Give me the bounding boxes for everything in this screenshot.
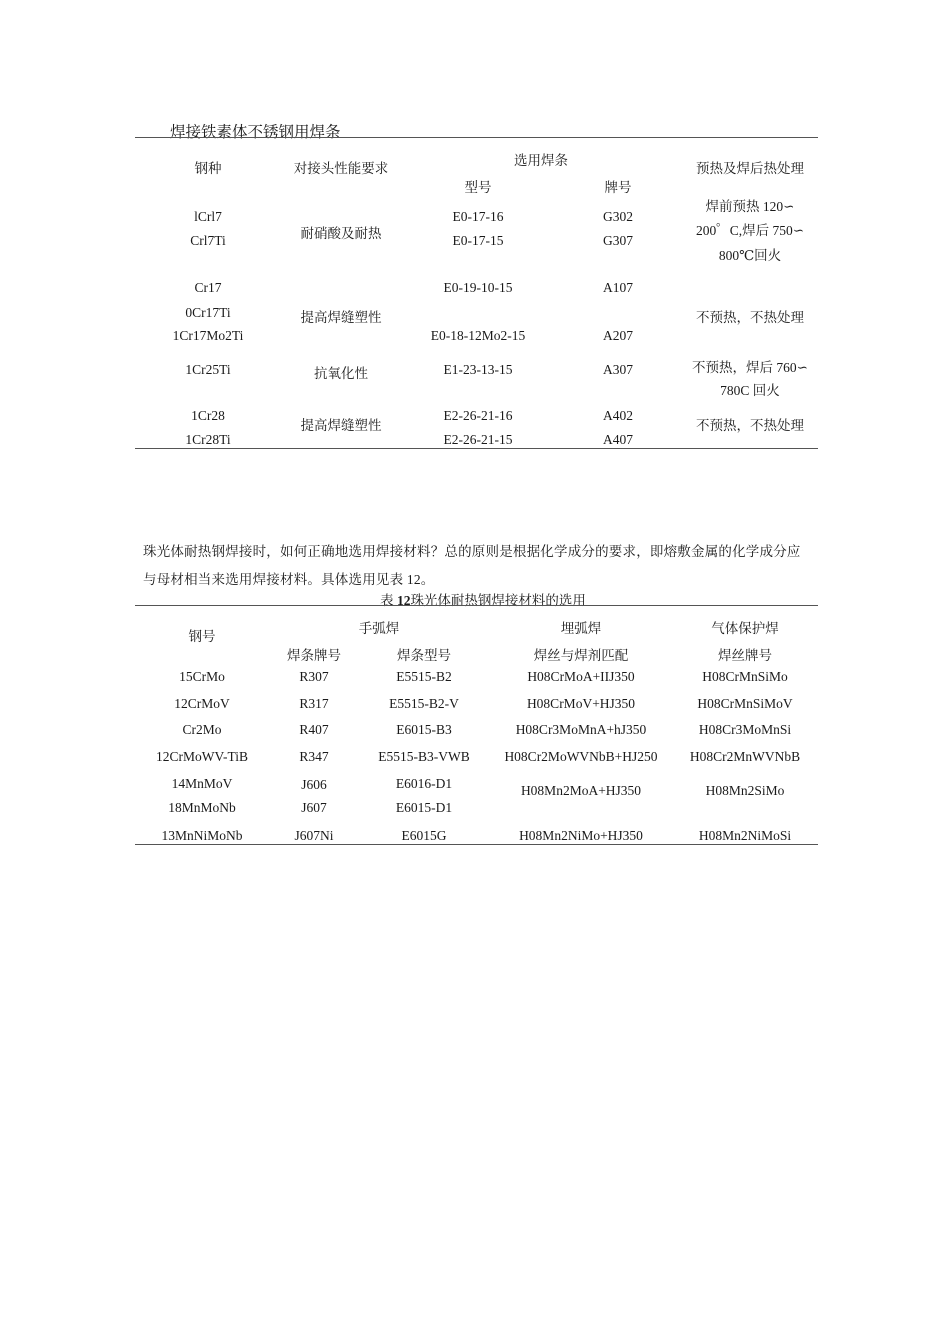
table1-cell-brand: G307 xyxy=(603,233,633,248)
table1-cell-steel: 0Cr17Ti xyxy=(185,305,231,320)
table1-header-brand: 牌号 xyxy=(604,180,632,195)
table2-cell-model: E6015-D1 xyxy=(395,800,453,815)
table2-cell-steel: 14MnMoV xyxy=(171,776,233,791)
table1-cell-requirement: 抗氧化性 xyxy=(314,366,368,381)
table2-header-steel: 钢号 xyxy=(188,629,216,644)
table1-cell-steel: 1Cr28Ti xyxy=(185,432,231,447)
table2-header-electrode-model: 焊条型号 xyxy=(397,648,451,663)
table2-cell-steel: Cr2Mo xyxy=(182,722,222,737)
table2-cell-brand: R407 xyxy=(299,722,329,737)
table1-header-steel: 钢种 xyxy=(194,161,222,176)
table1-header-requirement: 对接头性能要求 xyxy=(293,161,389,176)
table1-cell-treatment: 不预热，不热处理 xyxy=(696,310,804,325)
table2-cell-steel: 12CrMoV xyxy=(174,696,230,711)
table2-cell-saw: H08Mn2MoA+HJ350 xyxy=(520,783,642,798)
table1-cell-brand: A107 xyxy=(603,280,633,295)
table1-cell-treatment: 780C 回火 xyxy=(720,383,780,398)
table1-cell-requirement: 耐硝酸及耐热 xyxy=(300,226,382,241)
table2-cell-saw: H08Cr3MoMnA+hJ350 xyxy=(515,722,647,737)
table2-cell-gas: H08Mn2NiMoSi xyxy=(698,828,792,843)
table2-cell-brand: R307 xyxy=(299,669,329,684)
table1-cell-steel: 1Cr28 xyxy=(191,408,225,423)
table1-header-treatment: 预热及焊后热处理 xyxy=(696,161,804,176)
table1-cell-brand: A307 xyxy=(603,362,633,377)
table1-cell-treatment: 200゜C,焊后 750∽ xyxy=(695,223,805,238)
table2-cell-brand: J607 xyxy=(301,800,327,815)
table2-caption-number: 12 xyxy=(396,593,411,608)
table2-cell-gas: H08Mn2SiMo xyxy=(705,783,785,798)
table2-caption-text: 珠光体耐热钢焊接材料的选用 xyxy=(410,593,586,608)
table1-cell-model: E0-19-10-15 xyxy=(443,280,513,295)
table1-cell-steel: Crl7Ti xyxy=(190,233,226,248)
table2-cell-brand: J607Ni xyxy=(294,828,334,843)
table2-cell-model: E5515-B2-V xyxy=(389,696,459,711)
table2-cell-steel: 15CrMo xyxy=(179,669,225,684)
table1-cell-treatment: 不预热，不热处理 xyxy=(696,418,804,433)
table1-cell-treatment: 不预热，焊后 760∽ xyxy=(692,360,808,375)
table1-cell-steel: 1Cr25Ti xyxy=(185,362,231,377)
table2-header-submerged-arc: 埋弧焊 xyxy=(560,621,602,636)
table1-cell-model: E2-26-21-15 xyxy=(443,432,513,447)
table2-cell-model: E6016-D1 xyxy=(395,776,453,791)
table2-bottom-rule xyxy=(135,844,818,845)
table1-cell-model: E1-23-13-15 xyxy=(443,362,513,377)
table2-cell-saw: H08CrMoV+HJ350 xyxy=(526,696,636,711)
table2-cell-model: E5515-B3-VWB xyxy=(378,749,470,764)
table1-cell-brand: A207 xyxy=(603,328,633,343)
table2-cell-gas: H08CrMnSiMo xyxy=(702,669,788,684)
table2-cell-brand: R347 xyxy=(299,749,329,764)
table1-cell-model: E0-17-15 xyxy=(452,233,504,248)
paragraph-line-1: 珠光体耐热钢焊接时，如何正确地选用焊接材料？总的原则是根据化学成分的要求，即熔敷金属的化学成分应 xyxy=(143,544,801,559)
table2-cell-gas: H08CrMnSiMoV xyxy=(697,696,793,711)
table2-header-manual-arc: 手弧焊 xyxy=(358,621,400,636)
table1-cell-brand: G302 xyxy=(603,209,633,224)
table2-cell-steel: 13MnNiMoNb xyxy=(161,828,243,843)
table2-cell-brand: R317 xyxy=(299,696,329,711)
paragraph-line-2: 与母材相当来选用焊接材料。具体选用见表 12。 xyxy=(143,572,435,587)
table1-cell-treatment: 800℃回火 xyxy=(718,248,782,263)
table2-cell-gas: H08Cr3MoMnSi xyxy=(698,722,792,737)
table2-cell-saw: H08Mn2NiMo+HJ350 xyxy=(519,828,643,843)
table1-cell-steel: Cr17 xyxy=(194,280,222,295)
table2-caption-prefix: 表 xyxy=(380,593,394,608)
table2-cell-model: E5515-B2 xyxy=(396,669,452,684)
table2-caption xyxy=(380,589,586,609)
table2-cell-saw: H08Cr2MoWVNbB+HJ250 xyxy=(504,749,658,764)
table2-header-electrode-brand: 焊条牌号 xyxy=(287,648,341,663)
table1-cell-steel: 1Cr17Mo2Ti xyxy=(172,328,244,343)
table2-cell-saw: H08CrMoA+IIJ350 xyxy=(527,669,635,684)
table2-header-wire-brand: 焊丝牌号 xyxy=(718,648,772,663)
table1-cell-model: E0-18-12Mo2-15 xyxy=(430,328,526,343)
table1-cell-steel: lCrl7 xyxy=(194,209,222,224)
table1-cell-requirement: 提高焊缝塑性 xyxy=(300,310,382,325)
table1-cell-model: E2-26-21-16 xyxy=(443,408,513,423)
table2-cell-model: E6015G xyxy=(401,828,447,843)
table2-header-gas-shielded: 气体保护焊 xyxy=(711,621,779,636)
table1-title: 焊接铁素体不锈钢用焊条 xyxy=(170,124,341,141)
table1-cell-brand: A407 xyxy=(603,432,633,447)
table1-cell-requirement: 提高焊缝塑性 xyxy=(300,418,382,433)
table1-top-rule xyxy=(135,137,818,138)
table2-cell-steel: 18MnMoNb xyxy=(168,800,236,815)
table1-header-electrode-group: 选用焊条 xyxy=(514,153,568,168)
table1-cell-treatment: 焊前预热 120∽ xyxy=(705,199,795,214)
table1-cell-model: E0-17-16 xyxy=(452,209,504,224)
table2-header-wire-flux: 焊丝与焊剂匹配 xyxy=(533,648,629,663)
table1-cell-brand: A402 xyxy=(603,408,633,423)
table2-cell-brand: J606 xyxy=(301,777,327,792)
table1-header-model: 型号 xyxy=(464,180,492,195)
table2-cell-gas: H08Cr2MnWVNbB xyxy=(689,749,801,764)
table2-top-rule xyxy=(135,605,818,606)
table1-bottom-rule xyxy=(135,448,818,449)
table2-cell-steel: 12CrMoWV-TiB xyxy=(155,749,249,764)
table2-cell-model: E6015-B3 xyxy=(396,722,452,737)
